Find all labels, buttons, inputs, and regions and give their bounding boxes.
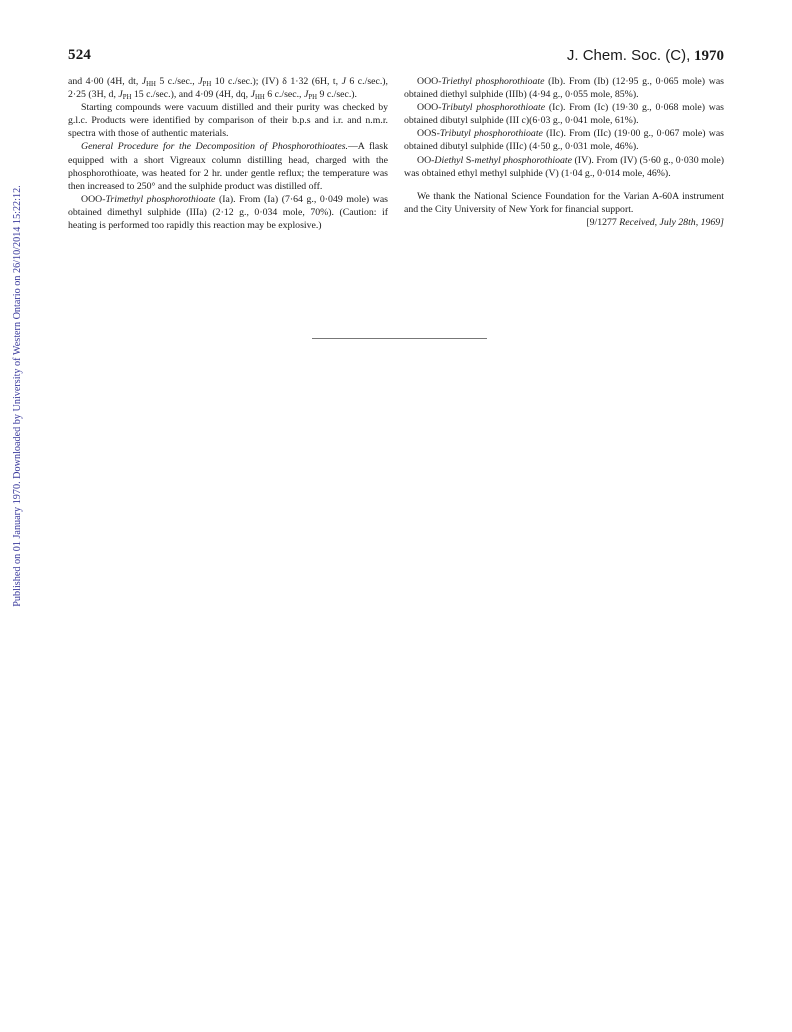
page-number: 524 [68, 47, 92, 63]
general-procedure-paragraph: General Procedure for the Decomposition of Phosphorothioates.—A flask equipped with a short Vigreaux column distilling head, charged with the phosphorothioate, was heated for 2 hr. under gentle reflux; the temperature was then increased to 250° and the sulphide product was distilled off. [68, 141, 388, 192]
general-procedure-heading: General Procedure for the Decomposition of Phosphorothioates. [81, 141, 348, 153]
starting-compounds-paragraph: Starting compounds were vacuum distilled and their purity was checked by g.l.c. Products were identified by comparison of their b.p.s and i.r. and n.m.r. spectra with those of authentic materials. [68, 102, 388, 140]
received-reference: [9/1277 Received, July 28th, 1969] [586, 216, 724, 228]
right-column [404, 75, 724, 229]
left-column [68, 75, 388, 232]
oos-tributyl-paragraph: OOS-Tributyl phosphorothioate (IIc). From (IIc) (19·00 g., 0·067 mole) was obtained dibutyl sulphide (IIIc) (4·50 g., 0·031 mole, 46%). [404, 128, 724, 153]
end-rule [312, 338, 487, 339]
trimethyl-paragraph: OOO-Trimethyl phosphorothioate (Ia). From (Ia) (7·64 g., 0·049 mole) was obtained dimethyl sulphide (IIIa) (2·12 g., 0·034 mole, 70%). (Caution: if heating is performed too rapidly this reaction may be explosive.) [68, 193, 388, 232]
journal-header [567, 47, 724, 65]
tributyl-paragraph: OOO-Tributyl phosphorothioate (Ic). From (Ic) (19·30 g., 0·068 mole) was obtained dibutyl sulphide (III c)(6·03 g., 0·041 mole, 61%). [404, 102, 724, 127]
nmr-data-paragraph: and 4·00 (4H, dt, $J_{HH}$ 5 c./sec., $J_{PH}$ 10 c./sec.); (IV) δ 1·32 (6H, t, J 6 c./sec.), 2·25 (3H, d, $J_{PH}$ 15 c./sec.), and 4·09 (4H, dq, $J_{HH}$ 6 c./sec., $J_{PH}$ 9 c./sec.). [68, 76, 388, 102]
download-watermark: Published on 01 January 1970. Downloaded by University of Western Ontario on 26/10/2014 15:22:12. [12, 185, 23, 607]
journal-year: 1970 [694, 48, 724, 64]
triethyl-paragraph: OOO-Triethyl phosphorothioate (Ib). From (Ib) (12·95 g., 0·065 mole) was obtained diethyl sulphide (IIIb) (4·94 g., 0·055 mole, 85%). [404, 76, 724, 101]
diethyl-methyl-paragraph: OO-Diethyl S-methyl phosphorothioate (IV). From (IV) (5·60 g., 0·030 mole) was obtained ethyl methyl sulphide (V) (1·04 g., 0·014 mole, 46%). [404, 154, 724, 179]
journal-name: J. Chem. Soc. (C), [566, 47, 691, 64]
acknowledgement: We thank the National Science Foundation for the Varian A-60A instrument and the City University of New York for financial support. [404, 190, 724, 215]
